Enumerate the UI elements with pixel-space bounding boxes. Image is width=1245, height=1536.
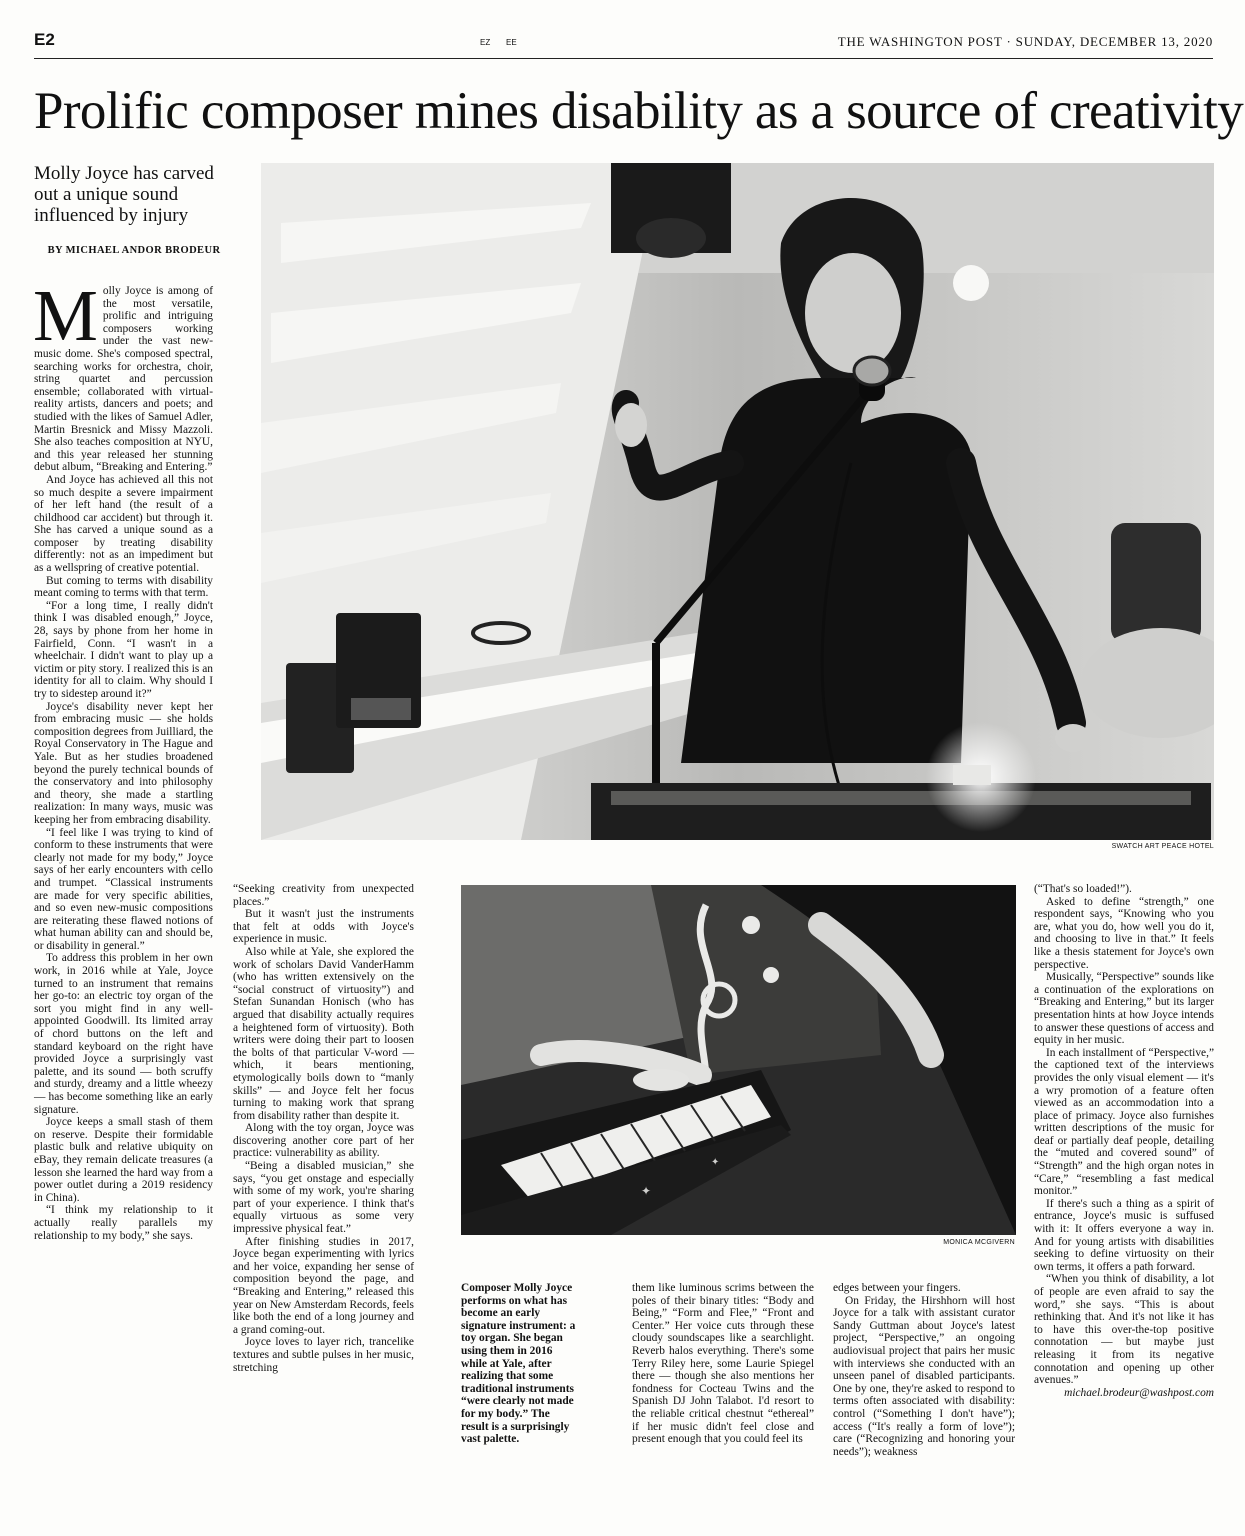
main-photo-illustration [261, 163, 1214, 840]
dropcap: M [33, 275, 98, 356]
paragraph: “When you think of disability, a lot of people are even afraid to say the word,” she says. “This is about rethinking that. And it's not like it has to have this over-the-top positive connotation — but maybe just releasing it from its negative connotation and opening up other avenues.” [1034, 1273, 1214, 1387]
organ-photo [461, 885, 1016, 1235]
paragraph: Joyce loves to layer rich, trancelike textures and subtle pulses in her music, stretching [233, 1336, 414, 1374]
paragraph: In each installment of “Perspective,” the captioned text of the interviews provides the only visual element — it's a wry promotion of a feature often viewed as an accommodation into a place of primacy. Joyce also furnishes written descriptions of the music for deaf or partially deaf people, detailing the “muted and covered sound” of “Strength” and the high organ notes in “Care,” “resembling a fast medical monitor.” [1034, 1046, 1214, 1198]
paragraph-text: olly Joyce is among of the most versatile, prolific and intriguing composers working under the vast new-music dome. She's composed spectral, searching works for orchestra, choir, string quartet and percussion ensemble; collaborated with virtual-reality artists, dancers and poets; and studied with the likes of Samuel Adler, Martin Bresnick and Missy Mazzoli. She also teaches composition at NYU, and this year released her stunning debut album, “Breaking and Entering.” [34, 285, 213, 474]
paragraph: If there's such a thing as a spirit of entrance, Joyce's music is suffused with it: It offers everyone a way in. And for young artists with disabilities seeking to define virtuosity on their own terms, it offers a path forward. [1034, 1197, 1214, 1273]
header-rule [34, 58, 1213, 59]
byline [34, 244, 234, 258]
paragraph: Joyce's disability never kept her from embracing music — she holds composition degrees from Juilliard, the Royal Conservatory in The Hague and Yale. But as her studies broadened beyond the purely technical bounds of the conservatory and into philosophy and theory, she made a startling realization: In many ways, music was keeping her from embracing disability. [34, 700, 213, 826]
paragraph: Joyce keeps a small stash of them on reserve. Despite their formidable plastic bulk and relative ubiquity on eBay, they remain delicate treasures (a lesson she learned the hard way from a power outlet during a 2019 residency in China). [34, 1116, 213, 1204]
page-header [34, 30, 1213, 56]
main-photo [261, 163, 1214, 840]
byline-name: MICHAEL ANDOR BRODEUR [65, 245, 221, 256]
paragraph [33, 275, 213, 474]
page-number: E2 [34, 30, 55, 49]
article-column-3 [632, 1282, 814, 1446]
dateline: THE WASHINGTON POST · SUNDAY, DECEMBER 13, 2020 [837, 34, 1213, 49]
paragraph: “Being a disabled musician,” she says, “you get onstage and especially with some of my work, you're sharing part of your experience. I think that's equally virtuous as some very impressive physical feat.” [233, 1160, 414, 1236]
organ-photo-credit: MONICA MCGIVERN [943, 1239, 1015, 1246]
edition-mark: EZ [480, 38, 491, 47]
paragraph: edges between your fingers. [833, 1282, 961, 1294]
organ-photo-illustration [461, 885, 1016, 1235]
paragraph: On Friday, the Hirshhorn will host Joyce for a talk with assistant curator Sandy Guttman about Joyce's latest project, “Perspective,” an ongoing audiovisual project that pairs her music with interviews she conducted with an unseen panel of disabled participants. One by one, they're asked to respond to terms often associated with disability: control (“Something I don't have”); access (“It's really a form of love”); care (“Recognizing and honoring your needs”); weakness [833, 1294, 1015, 1458]
article-column-5 [1034, 883, 1214, 1399]
paragraph: Asked to define “strength,” one respondent says, “Knowing who you are, what you do, how well you do it, and choosing to live in that.” It feels like a thesis statement for Joyce's own perspective. [1034, 895, 1214, 971]
paragraph: After finishing studies in 2017, Joyce began experimenting with lyrics and her voice, expanding her sense of composition beyond the page, and “Breaking and Entering,” released this year on New Amsterdam Records, feels like both the end of a long journey and a grand coming-out. [233, 1235, 414, 1336]
deck: Molly Joyce has carved out a unique sound influenced by injury [34, 163, 214, 226]
main-photo-credit: SWATCH ART PEACE HOTEL [1111, 843, 1214, 850]
svg-text:✦: ✦ [641, 1184, 652, 1198]
article-column-2 [233, 883, 414, 1374]
paragraph: “For a long time, I really didn't think I was disabled enough,” Joyce, 28, says by phone from her home in Fairfield, Conn. “I wasn't in a wheelchair. I didn't want to play up a victim or pity story. I realized this is an identity for all to claim. Why should I try to sidestep around it?” [34, 599, 213, 700]
paragraph: (“That's so loaded!”). [1034, 883, 1132, 895]
author-email: michael.brodeur@washpost.com [1064, 1386, 1214, 1399]
article-column-4 [833, 1282, 1015, 1458]
paragraph: But coming to terms with disability meant coming to terms with that term. [34, 574, 213, 600]
paragraph: “I think my relationship to it actually really parallels my relationship to my body,” she says. [34, 1204, 213, 1242]
paragraph: To address this problem in her own work, in 2016 while at Yale, Joyce turned to an instrument that remains her go-to: an electric toy organ of the sort you might find in any well-appointed Goodwill. Its limited array of chord buttons on the left and standard keyboard on the right have provided Joyce a surprisingly vast palette, and its sound — both scruffy and sturdy, dreamy and a little wheezy — has become something like an early signature. [34, 952, 213, 1116]
paragraph: Along with the toy organ, Joyce was discovering another core part of her practice: vulnerability as ability. [233, 1122, 414, 1160]
svg-text:✦: ✦ [711, 1157, 720, 1168]
headline: Prolific composer mines disability as a source of creativity [34, 82, 1244, 140]
article-column-1 [33, 275, 213, 1242]
byline-prefix: BY [47, 245, 63, 256]
paragraph: Musically, “Perspective” sounds like a continuation of the explorations on “Breaking and Entering,” but its larger presentation hints at how Joyce intends to answer these questions of access and equity in her music. [1034, 971, 1214, 1047]
paragraph: “Seeking creativity from unexpected places.” [233, 883, 414, 908]
paragraph: them like luminous scrims between the poles of their binary titles: “Body and Being,” “Form and Flee,” “Front and Center.” Her voice cuts through these cloudy soundscapes like a searchlight. Reverb halos everything. There's some Terry Riley here, some Laurie Spiegel there — though she also mentions her fondness for Cocteau Twins and the Spanish DJ John Talabot. I'd resort to the reliable critical chestnut “ethereal” if her music didn't feel close and present enough that you could feel its [632, 1282, 814, 1446]
paragraph: “I feel like I was trying to kind of conform to these instruments that were clearly not made for my body,” Joyce says of her early encounters with cello and trumpet. “Classical instruments are made for very specific abilities, and so even new-music compositions are reiterating these flawed notions of what human ability can and should be, or disability in general.” [34, 826, 213, 952]
photo-caption: Composer Molly Joyce performs on what has become an early signature instrument: a toy organ. She began using them in 2016 while at Yale, after realizing that some traditional instruments “were clearly not made for my body.” The result is a surprisingly vast palette. [461, 1282, 576, 1446]
edition-mark: EE [506, 38, 517, 47]
paragraph: And Joyce has achieved all this not so much despite a severe impairment of her left hand (the result of a childhood car accident) but through it. She has carved a unique sound as a composer by treating disability differently: not as an impediment but as a wellspring of creative potential. [34, 473, 213, 575]
paragraph: But it wasn't just the instruments that felt at odds with Joyce's experience in music. [233, 908, 414, 946]
paragraph: Also while at Yale, she explored the work of scholars David VanderHamm (who has written extensively on the “social construct of virtuosity”) and Stefan Sunandan Honisch (who has argued that disability actually requires a heightened form of virtuosity). Both writers were doing their part to loosen the bolts of that particular V-word — which, it bears mentioning, etymologically boils down to “manly skills” — and Joyce felt her focus turning to making work that sprang from disability rather than despite it. [233, 945, 414, 1122]
